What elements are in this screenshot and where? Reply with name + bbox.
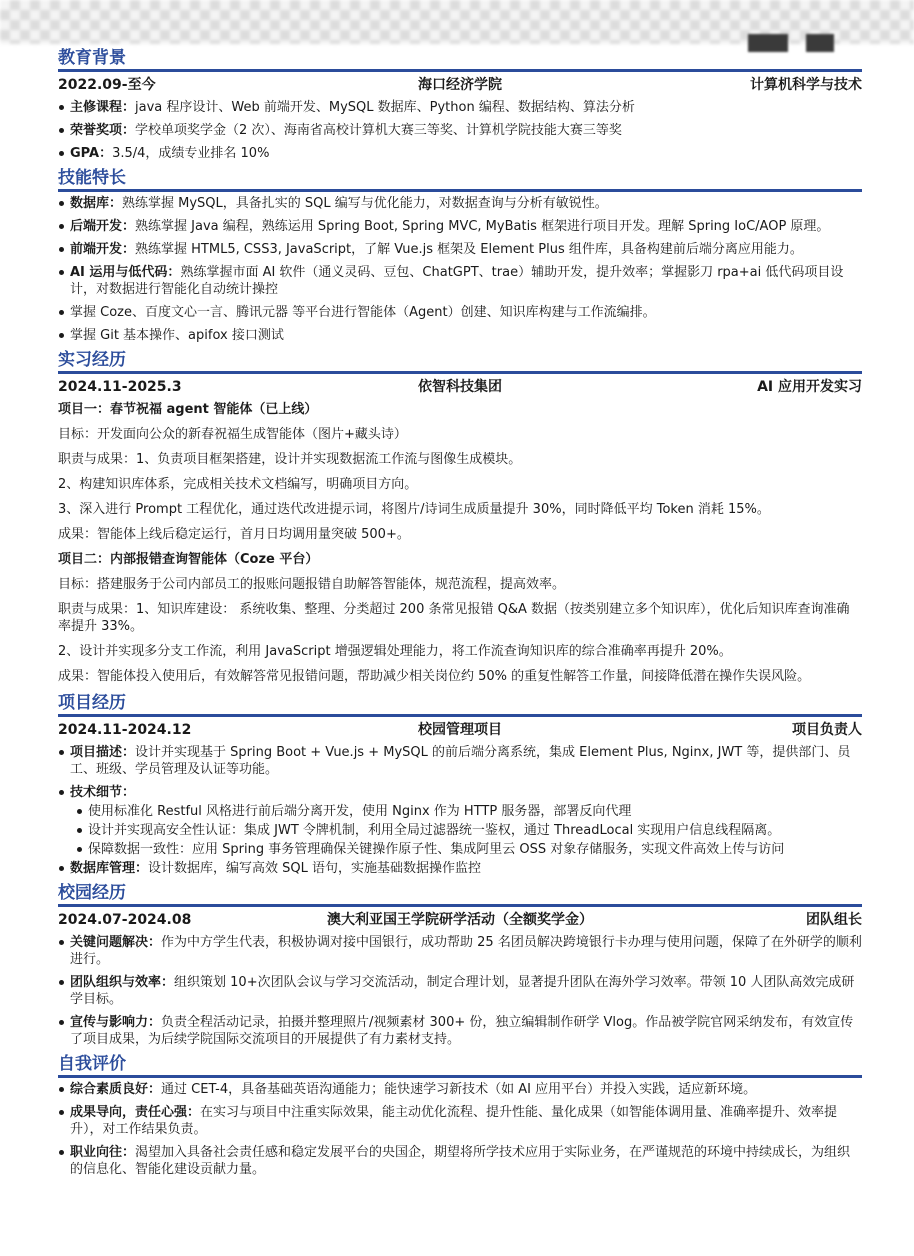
list-item: 数据库：熟练掌握 MySQL，具备扎实的 SQL 编写与优化能力，对数据查询与分析有敏锐性。 <box>58 195 862 212</box>
section-title-internship: 实习经历 <box>58 350 126 370</box>
list-item: 前端开发：熟练掌握 HTML5, CSS3, JavaScript，了解 Vue.js 框架及 Element Plus 组件库，具备构建前后端分离应用能力。 <box>58 241 862 258</box>
list-item: 荣誉奖项：学校单项奖学金（2 次）、海南省高校计算机大赛三等奖、计算机学院技能大赛三等奖 <box>58 122 862 139</box>
list-item: 项目描述：设计并实现基于 Spring Boot + Vue.js + MySQL 的前后端分离系统，集成 Element Plus, Nginx, JWT 等，提供部门、员工、班级、学员管理及认证等功能。 <box>58 744 862 778</box>
project-role: 项目负责人 <box>792 722 862 738</box>
sub-list-item: 设计并实现高安全性认证：集成 JWT 令牌机制，利用全局过滤器统一鉴权，通过 ThreadLocal 实现用户信息线程隔离。 <box>76 822 862 839</box>
paragraph: 成果：智能体上线后稳定运行，首月日均调用量突破 500+。 <box>58 527 410 542</box>
paragraph: 2、设计并实现多分支工作流，利用 JavaScript 增强逻辑处理能力，将工作流查询知识库的综合准确率再提升 20%。 <box>58 644 732 659</box>
paragraph: 职责与成果：1、负责项目框架搭建，设计并实现数据流工作流与图像生成模块。 <box>58 452 522 467</box>
internship-header <box>58 377 862 397</box>
campus-role: 团队组长 <box>806 912 862 928</box>
section-divider <box>58 189 862 192</box>
paragraph: 目标：开发面向公众的新春祝福生成智能体（图片+藏头诗） <box>58 427 407 442</box>
project-period: 2024.11-2024.12 <box>58 722 192 738</box>
section-title-education: 教育背景 <box>58 48 126 68</box>
section-divider <box>58 371 862 374</box>
list-item: 关键问题解决：作为中方学生代表，积极协调对接中国银行，成功帮助 25 名团员解决跨境银行卡办理与使用问题，保障了在外研学的顺利进行。 <box>58 934 862 968</box>
section-divider <box>58 714 862 717</box>
education-period: 2022.09-至今 <box>58 77 156 93</box>
list-item: 团队组织与效率：组织策划 10+次团队会议与学习交流活动，制定合理计划，显著提升团队在海外学习效率。带领 10 人团队高效完成研学目标。 <box>58 974 862 1008</box>
paragraph: 职责与成果：1、知识库建设： 系统收集、整理、分类超过 200 条常见报错 Q&A 数据（按类别建立多个知识库），优化后知识库查询准确率提升 33%。 <box>58 602 850 634</box>
list-item: 掌握 Git 基本操作、apifox 接口测试 <box>58 327 862 344</box>
project-heading: 项目一：春节祝福 agent 智能体（已上线） <box>58 402 318 417</box>
section-title-campus: 校园经历 <box>58 883 126 903</box>
project-name: 校园管理项目 <box>418 722 502 738</box>
campus-header <box>58 910 862 930</box>
list-item: 职业向往：渴望加入具备社会责任感和稳定发展平台的央国企，期望将所学技术应用于实际业务，在严谨规范的环境中持续成长，为组织的信息化、智能化建设贡献力量。 <box>58 1144 862 1178</box>
sub-list-item: 保障数据一致性：应用 Spring 事务管理确保关键操作原子性、集成阿里云 OSS 对象存储服务，实现文件高效上传与访问 <box>76 841 862 858</box>
paragraph: 2、构建知识库体系，完成相关技术文档编写，明确项目方向。 <box>58 477 418 492</box>
list-item: AI 运用与低代码：熟练掌握市面 AI 软件（通义灵码、豆包、ChatGPT、trae）辅助开发，提升效率；掌握影刀 rpa+ai 低代码项目设计，对数据进行智能化自动统计操控 <box>58 264 862 298</box>
paragraph: 成果：智能体投入使用后，有效解答常见报错问题，帮助减少相关岗位约 50% 的重复性解答工作量，间接降低潜在操作失误风险。 <box>58 669 811 684</box>
section-divider <box>58 69 862 72</box>
section-divider <box>58 904 862 907</box>
list-item: 成果导向，责任心强：在实习与项目中注重实际效果，能主动优化流程、提升性能、量化成果（如智能体调用量、准确率提升、效率提升），对工作结果负责。 <box>58 1104 862 1138</box>
paragraph: 3、深入进行 Prompt 工程优化，通过迭代改进提示词，将图片/诗词生成质量提升 30%，同时降低平均 Token 消耗 15%。 <box>58 502 770 517</box>
campus-period: 2024.07-2024.08 <box>58 912 192 928</box>
campus-name: 澳大利亚国王学院研学活动（全额奖学金） <box>327 912 593 928</box>
internship-period: 2024.11-2025.3 <box>58 379 182 395</box>
list-item: 技术细节： <box>58 784 862 801</box>
section-title-self: 自我评价 <box>58 1054 126 1074</box>
internship-role: AI 应用开发实习 <box>757 379 862 395</box>
section-divider <box>58 1075 862 1078</box>
list-item: 掌握 Coze、百度文心一言、腾讯元器 等平台进行智能体（Agent）创建、知识库构建与工作流编排。 <box>58 304 862 321</box>
list-item: 综合素质良好：通过 CET-4，具备基础英语沟通能力；能快速学习新技术（如 AI 应用平台）并投入实践，适应新环境。 <box>58 1081 862 1098</box>
education-header <box>58 75 862 95</box>
list-item: GPA：3.5/4，成绩专业排名 10% <box>58 145 862 162</box>
paragraph: 目标：搭建服务于公司内部员工的报账问题报错自助解答智能体，规范流程，提高效率。 <box>58 577 566 592</box>
project-header <box>58 720 862 740</box>
sub-list-item: 使用标准化 Restful 风格进行前后端分离开发，使用 Nginx 作为 HTTP 服务器，部署反向代理 <box>76 803 862 820</box>
list-item: 后端开发：熟练掌握 Java 编程，熟练运用 Spring Boot, Spring MVC, MyBatis 框架进行项目开发。理解 Spring IoC/AOP 原理。 <box>58 218 862 235</box>
list-item: 数据库管理：设计数据库，编写高效 SQL 语句，实施基础数据操作监控 <box>58 860 862 877</box>
resume-body <box>58 46 862 1184</box>
section-title-skills: 技能特长 <box>58 168 126 188</box>
list-item: 主修课程：java 程序设计、Web 前端开发、MySQL 数据库、Python 编程、数据结构、算法分析 <box>58 99 862 116</box>
education-major: 计算机科学与技术 <box>750 77 862 93</box>
project-heading: 项目二：内部报错查询智能体（Coze 平台） <box>58 552 319 567</box>
list-item: 宣传与影响力：负责全程活动记录，拍摄并整理照片/视频素材 300+ 份，独立编辑制作研学 Vlog。作品被学院官网采纳发布，有效宣传了项目成果，为后续学院国际交流项目的开展提供了有力素材支持。 <box>58 1014 862 1048</box>
section-title-project: 项目经历 <box>58 693 126 713</box>
internship-company: 依智科技集团 <box>418 379 502 395</box>
education-school: 海口经济学院 <box>418 77 502 93</box>
